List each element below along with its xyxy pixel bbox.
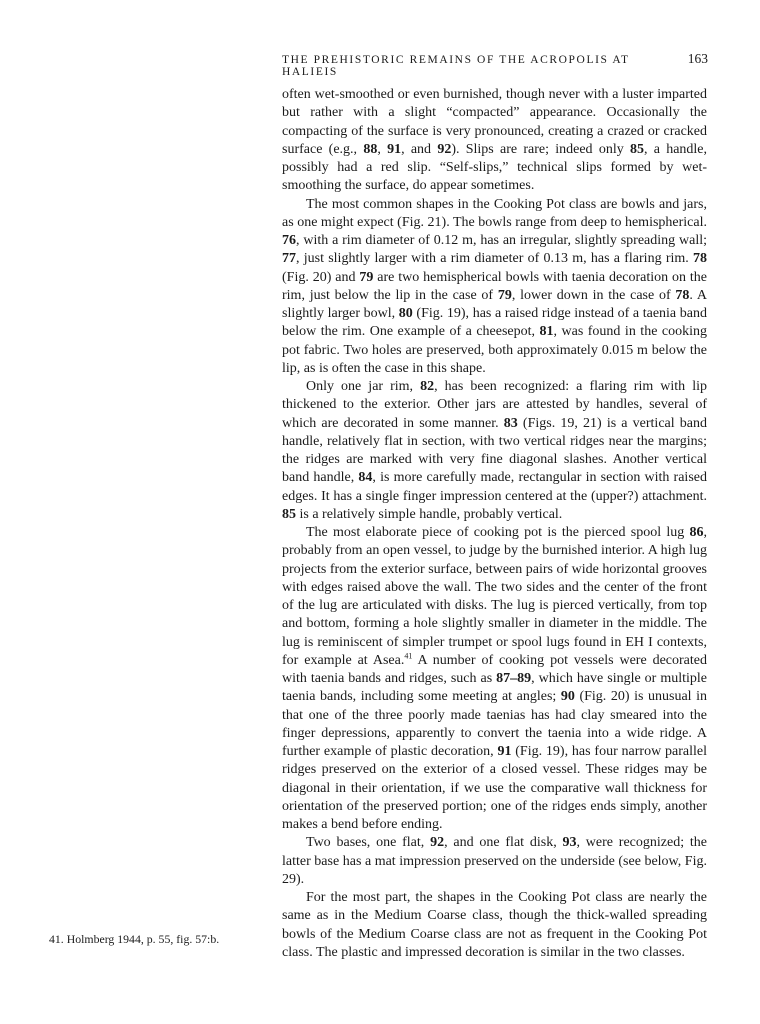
footnote-ref: 41 <box>404 651 413 661</box>
catalogue-number: 83 <box>503 415 518 431</box>
text-run: A number of cooking pot vessels were decorated with taenia bands and ridges, such as <box>282 652 707 686</box>
catalogue-number: 91 <box>497 744 512 759</box>
catalogue-number: 87–89 <box>496 671 532 686</box>
running-head-title: THE PREHISTORIC REMAINS OF THE ACROPOLIS AT HALIEIS <box>282 54 630 78</box>
text-run: , and <box>401 141 438 157</box>
catalogue-number: 88 <box>363 141 378 157</box>
catalogue-number: 79 <box>359 269 374 285</box>
catalogue-number: 85 <box>282 506 296 522</box>
text-run: , with a rim diameter of 0.12 m, has an irregular, slightly spreading wall; <box>296 233 707 248</box>
catalogue-number: 92 <box>437 141 452 157</box>
body-text <box>282 86 707 962</box>
catalogue-number: 84 <box>358 470 373 486</box>
catalogue-number: 82 <box>420 379 435 394</box>
text-run: For the most part, the shapes in the Cooking Pot class are nearly the same as in the Medium Coarse class, though the thick-walled spreading bowls of the Medium Coarse class are not as frequent in the Cooking Pot class. The plastic and impressed decoration is similar in the two classes. <box>282 890 707 960</box>
paragraph <box>282 889 707 962</box>
catalogue-number: 86 <box>689 525 704 540</box>
catalogue-number: 76 <box>282 233 296 248</box>
catalogue-number: 80 <box>398 306 413 321</box>
text-run: , has been recognized: a flaring rim with lip thickened to the exterior. Other jars are attested by handles, several of which are decorated in some manner. <box>282 379 708 431</box>
paragraph <box>282 378 707 524</box>
paragraph <box>282 834 707 889</box>
text-run: ). Slips are rare; indeed only <box>451 141 630 157</box>
text-run: , is more carefully made, rectangular in section with raised edges. It has a single finger impression centered at the (upper?) attachment. <box>282 470 707 504</box>
paragraph <box>282 524 707 834</box>
text-run: is a relatively simple handle, probably vertical. <box>296 506 563 522</box>
text-run: , was found in the cooking pot fabric. Two holes are preserved, both approximately 0.015 m below the lip, as is often the case in this shape. <box>282 324 708 376</box>
text-run: (Fig. 19), has a raised ridge instead of a taenia band below the rim. One example of a cheesepot, <box>282 306 707 340</box>
catalogue-number: 77 <box>282 251 296 267</box>
text-run: (Fig. 20) and <box>282 269 360 285</box>
text-run: , were recognized; the latter base has a mat impression preserved on the underside (see below, Fig. 29). <box>282 835 707 887</box>
text-run: Two bases, one flat, <box>306 835 431 851</box>
text-run: . A slightly larger bowl, <box>282 287 707 321</box>
catalogue-number: 78 <box>693 251 707 267</box>
paragraph <box>282 196 707 379</box>
text-run: , lower down in the case of <box>511 287 676 303</box>
text-run: , which have single or multiple taenia bands, including some meeting at angles; <box>282 671 707 705</box>
text-run: (Fig. 20) is unusual in that one of the three poorly made taenias has had clay smeared into the finger depressions, apparently to convert the taenia into a wide ridge. A further example of plastic decoration, <box>282 689 708 759</box>
catalogue-number: 85 <box>629 141 644 157</box>
text-run: , and one flat disk, <box>444 835 563 851</box>
running-head <box>282 51 708 78</box>
catalogue-number: 90 <box>560 689 575 705</box>
text-run: The most elaborate piece of cooking pot is the pierced spool lug <box>306 525 690 540</box>
text-run: The most common shapes in the Cooking Pot class are bowls and jars, as one might expect (Fig. 21). The bowls range from deep to hemispherical. <box>282 196 707 230</box>
text-run: often wet-smoothed or even burnished, though never with a luster imparted but rather with a slight “compacted” appearance. Occasionally the compacting of the surface is very pronounced, creating a crazed or cracked surface (e.g., <box>282 87 707 157</box>
text-run: (Figs. 19, 21) is a vertical band handle, relatively flat in section, with two vertical ridges near the margins; the ridges are marked with very fine diagonal slashes. Another vertical band handle, <box>282 415 708 486</box>
text-run: , a handle, possibly had a red slip. “Self-slips,” technical slips formed by wet-smoothing the surface, do appear sometimes. <box>282 141 708 194</box>
catalogue-number: 79 <box>497 287 512 303</box>
text-run: are two hemispherical bowls with taenia decoration on the rim, just below the lip in the case of <box>282 269 708 303</box>
text-run: Only one jar rim, <box>306 379 421 394</box>
footnote: 41. Holmberg 1944, p. 55, fig. 57:b. <box>49 932 220 946</box>
page-number: 163 <box>687 51 708 66</box>
catalogue-number: 92 <box>430 835 445 851</box>
paragraph <box>282 86 707 196</box>
catalogue-number: 78 <box>675 287 690 303</box>
catalogue-number: 93 <box>562 835 577 851</box>
text-run: , just slightly larger with a rim diameter of 0.13 m, has a flaring rim. <box>296 251 693 267</box>
catalogue-number: 81 <box>539 324 554 340</box>
catalogue-number: 91 <box>387 141 402 157</box>
text-run: , probably from an open vessel, to judge by the burnished interior. A high lug projects from the exterior surface, between pairs of wide horizontal grooves with edges raised above the wall. The two sides and the center of the front of the lug are articulated with disks. The lug is pierced vertically, from top and bottom, forming a hole slightly smaller in diameter in the middle. The lug is reminiscent of simpler trumpet or spool lugs found in EH I contexts, for example at Asea. <box>282 525 707 668</box>
text-run: , <box>377 141 388 157</box>
text-run: (Fig. 19), has four narrow parallel ridges preserved on the exterior of a closed vessel. These ridges may be diagonal in their orientation, if we use the comparative wall thickness for orientation of the preserved portion; one of the ridges ends simply, another makes a bend before ending. <box>282 744 707 832</box>
